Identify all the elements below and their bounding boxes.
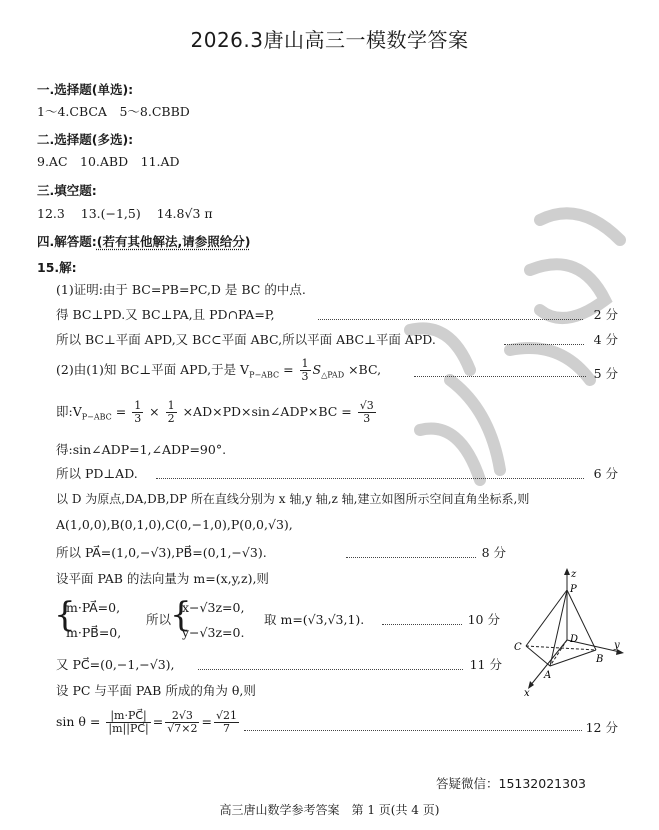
edge-CA [526, 646, 550, 666]
system-eq-1: m·PA⃗=0, [66, 600, 121, 615]
score-5: 5 分 [593, 366, 618, 381]
line4-text-a: (2)由(1)知 BC⊥平面 APD,于是 V [56, 362, 250, 377]
section-fill-blank-heading: 三.填空题: [37, 183, 97, 198]
solutions-note: (若有其他解法,请参照给分) [96, 234, 251, 249]
page-title: 2026.3唐山高三一模数学答案 [190, 28, 469, 52]
solution-line-4 [56, 358, 618, 386]
page-footer: 高三唐山数学参考答案 第 1 页(共 4 页) [219, 803, 440, 817]
frac-num: 1 [167, 399, 175, 412]
label-y: y [614, 640, 620, 651]
score-6: 6 分 [593, 466, 618, 481]
solution-line-6: 得:sin∠ADP=1,∠ADP=90°. [56, 442, 227, 457]
answer-13: 13.(−1,5) [80, 206, 141, 221]
label-A: A [544, 670, 552, 681]
line4-sub: P−ABC [249, 370, 280, 380]
solution-line-5 [56, 400, 378, 430]
single-choice-answers: 1～4.CBCA 5～8.CBBD [37, 104, 190, 119]
leader-dots [156, 462, 584, 479]
label-z: z [571, 569, 577, 580]
line5-times: × [145, 404, 164, 419]
solution-line-9: A(1,0,0),B(0,1,0),C(0,−1,0),P(0,0,√3), [56, 517, 293, 532]
fraction-abs [106, 710, 150, 735]
solution-line-2-text: 得 BC⊥PD.又 BC⊥PA,且 PD∩PA=P, [56, 307, 275, 322]
answer-12: 12.3 [37, 206, 65, 221]
line5-eq: = [111, 404, 131, 419]
system-eq-3: x−√3z=0, [182, 600, 245, 615]
left-brace: { [54, 595, 76, 635]
solution-line-10-text: 所以 PA⃗=(1,0,−√3),PB⃗=(0,1,−√3). [56, 545, 267, 560]
section-multi-choice-heading: 二.选择题(多选): [37, 132, 134, 147]
score-12: 12 分 [585, 720, 618, 735]
score-11: 11 分 [469, 657, 502, 672]
question-15-label: 15.解: [37, 260, 77, 275]
multi-choice-answers: 9.AC 10.ABD 11.AD [37, 154, 180, 169]
frac-den: 7 [222, 722, 230, 735]
answer-14: 14.8√3 π [156, 206, 213, 221]
system-eq-2: m·PB⃗=0, [66, 625, 122, 640]
solution-line-8: 以 D 为原点,DA,DB,DP 所在直线分别为 x 轴,y 轴,z 轴,建立如图所示空间直角坐标系,则 [56, 492, 530, 506]
line5-text-a: 即:V [56, 404, 82, 419]
solution-line-10 [56, 545, 506, 561]
label-B: B [596, 654, 604, 665]
fill-blank-answers [37, 206, 213, 222]
line4-text-c: ×BC, [344, 362, 382, 377]
solution-line-7 [56, 466, 618, 482]
leader-dots [244, 714, 582, 731]
fraction-1-3 [132, 400, 143, 425]
score-2: 2 分 [593, 307, 618, 322]
leader-dots [198, 653, 463, 670]
fraction-1-3 [300, 358, 311, 383]
leader-dots [318, 303, 583, 320]
solution-line-2 [56, 307, 618, 323]
frac-den: √7×2 [167, 722, 198, 735]
frac-num: |m·PC⃗| [106, 710, 150, 723]
solution-line-3-text: 所以 BC⊥平面 APD,又 BC⊂平面 ABC,所以平面 ABC⊥平面 APD. [56, 332, 436, 347]
solution-line-1: (1)证明:由于 BC=PB=PC,D 是 BC 的中点. [56, 282, 306, 297]
solution-line-14: 设 PC 与平面 PAB 所成的角为 θ,则 [56, 683, 256, 698]
leader-dots [504, 328, 584, 345]
frac-den: 3 [363, 412, 371, 425]
frac-den: 3 [301, 370, 309, 383]
section-single-choice-heading: 一.选择题(单选): [37, 82, 134, 97]
left-brace: { [170, 595, 192, 635]
z-arrow [564, 568, 570, 575]
frac-den: 3 [134, 412, 142, 425]
score-8: 8 分 [481, 545, 506, 560]
solution-line-13 [56, 657, 502, 673]
score-4: 4 分 [593, 332, 618, 347]
frac-num: 1 [301, 357, 309, 370]
leader-dots [382, 608, 462, 625]
solution-line-11: 设平面 PAB 的法向量为 m=(x,y,z),则 [56, 571, 269, 586]
frac-num: 1 [134, 399, 142, 412]
solution-line-3 [56, 332, 618, 348]
label-D: D [570, 634, 579, 645]
take-m-line [264, 612, 500, 628]
so-label: 所以 [146, 612, 172, 627]
fraction-sqrt3-3 [358, 400, 376, 425]
section-solutions-heading [37, 232, 250, 250]
label-P: P [570, 584, 577, 595]
frac-num: 2√3 [165, 710, 199, 723]
line4-sub2: △PAD [321, 370, 345, 380]
frac-num: √3 [359, 399, 374, 412]
solutions-heading-label: 四.解答题: [37, 234, 97, 249]
line4-s: S [312, 362, 322, 377]
solution-line-13-text: 又 PC⃗=(0,−1,−√3), [56, 657, 175, 672]
line4-eq: = [279, 362, 298, 377]
line5-sub: P−ABC [81, 412, 112, 422]
fraction-sqrt21 [214, 710, 239, 735]
contact-wechat: 答疑微信：15132021303 [436, 776, 586, 791]
line5-text-b: ×AD×PD×sin∠ADP×BC = [178, 404, 356, 419]
sin-theta-label: sin θ = [56, 714, 105, 729]
take-m-text: 取 m=(√3,√3,1). [264, 612, 365, 627]
tetrahedron-figure [508, 568, 628, 698]
solution-line-15: sin θ = $\frac{|m\cdot PC⃗|}{|m||PC⃗|}$ = $\frac{2√3}{√7\times 2}$ = $\frac{√21}{7}$ 12 分 [56, 709, 618, 735]
frac-den: 2 [167, 412, 175, 425]
fraction-2sqrt3 [165, 710, 199, 735]
label-x: x [524, 688, 530, 698]
fraction-1-2 [166, 400, 177, 425]
score-10: 10 分 [467, 612, 500, 627]
label-C: C [514, 642, 522, 653]
system-eq-4: y−√3z=0. [182, 625, 245, 640]
leader-dots [414, 360, 586, 377]
solution-line-7-text: 所以 PD⊥AD. [56, 466, 138, 481]
frac-num: √21 [215, 709, 237, 722]
frac-den: |m||PC⃗| [108, 722, 149, 735]
leader-dots [346, 541, 476, 558]
